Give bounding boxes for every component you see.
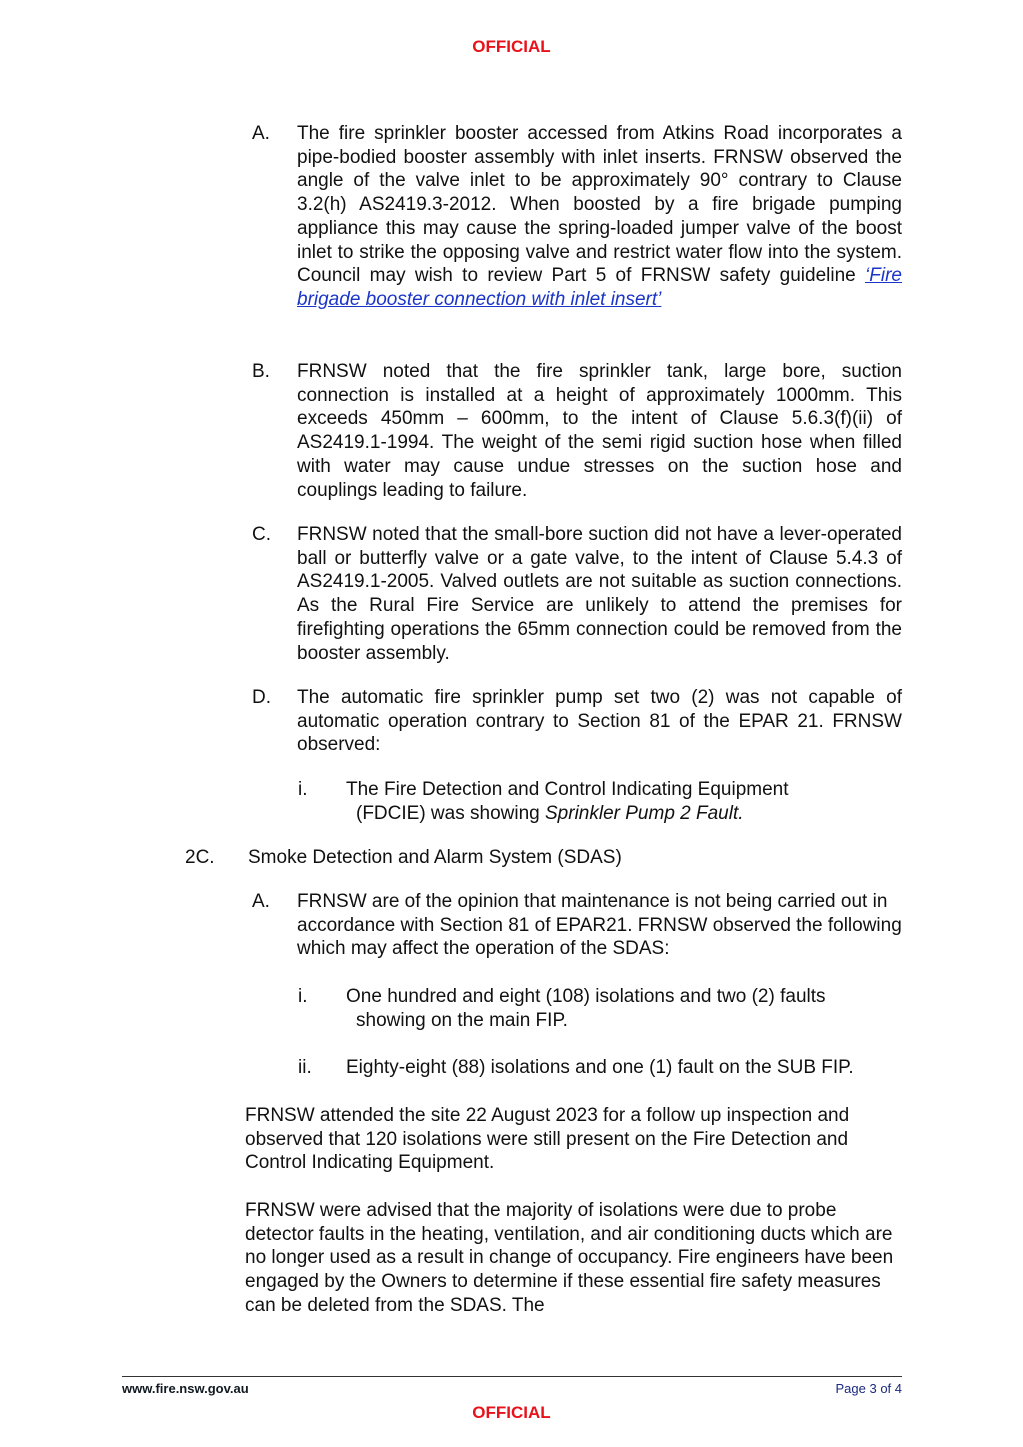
section-number: 2C.: [185, 847, 215, 868]
sub-item-number: ii.: [298, 1057, 312, 1078]
sub-item-line2-text: (FDCIE) was showing: [356, 802, 545, 824]
item-a-text: The fire sprinkler booster accessed from Atkins Road incorporates a pipe-bodied booster assembly with inlet inserts. FRNSW observed the angle of the valve inlet to be approximately 90° contrary to Clause 3.2(h) AS2419.3-2012. When boosted by a fire brigade pumping appliance this may cause the spring-loaded jumper valve of the boost inlet to strike the opposing valve and restrict water flow into the system. Council may wish to review Part 5 of FRNSW safety guideline: [297, 123, 902, 287]
sub-item-line2: showing on the main FIP.: [356, 1009, 568, 1031]
fault-label: Sprinkler Pump 2 Fault.: [545, 802, 744, 824]
sub-item-line1: The Fire Detection and Control Indicating Equipment: [346, 779, 789, 800]
sub-item-text: [346, 985, 902, 1032]
list-item-text: [297, 122, 902, 312]
guideline-link[interactable]: ‘Fire brigade booster connection with inlet insert’: [297, 265, 902, 310]
sub-item-line1: One hundred and eight (108) isolations and two (2) faults: [346, 986, 826, 1007]
list-item-letter: D.: [252, 687, 271, 708]
paragraph-follow-up: FRNSW attended the site 22 August 2023 for a follow up inspection and observed that 120 isolations were still present on the Fire Detection and Control Indicating Equipment.: [245, 1105, 850, 1174]
sub-item-number: i.: [298, 779, 308, 800]
list-item-text: FRNSW are of the opinion that maintenance is not being carried out in accordance with Section 81 of EPAR21. FRNSW observed the following which may affect the operation of the SDAS:: [297, 891, 902, 960]
page-number: Page 3 of 4: [835, 1381, 902, 1396]
footer-divider: [122, 1376, 902, 1377]
list-item-letter: B.: [252, 361, 270, 382]
list-item-text: FRNSW noted that the small-bore suction did not have a lever-operated ball or butterfly valve or a gate valve, to the intent of Clause 5.4.3 of AS2419.1-2005. Valved outlets are not suitable as suction connections. As the Rural Fire Service are unlikely to attend the premises for firefighting operations the 65mm connection could be removed from the booster assembly.: [297, 524, 902, 664]
list-item-letter: C.: [252, 524, 271, 545]
footer-classification: OFFICIAL: [472, 1403, 551, 1422]
list-item-letter: A.: [252, 891, 270, 912]
sub-item-line2: [346, 802, 902, 826]
footer-website[interactable]: www.fire.nsw.gov.au: [122, 1381, 249, 1396]
list-item-text: The automatic fire sprinkler pump set two (2) was not capable of automatic operation contrary to Section 81 of the EPAR 21. FRNSW observed:: [297, 687, 902, 756]
sub-item-text: [346, 778, 902, 825]
header-classification: OFFICIAL: [472, 37, 551, 56]
list-item-text: FRNSW noted that the fire sprinkler tank, large bore, suction connection is installed at a height of approximately 1000mm. This exceeds 450mm – 600mm, to the intent of Clause 5.6.3(f)(ii) of AS2419.1-1994. The weight of the semi rigid suction hose when filled with water may cause undue stresses on the suction hose and couplings leading to failure.: [297, 361, 902, 501]
sub-item-text: Eighty-eight (88) isolations and one (1) fault on the SUB FIP.: [346, 1057, 854, 1078]
sub-item-number: i.: [298, 986, 308, 1007]
section-title: Smoke Detection and Alarm System (SDAS): [248, 847, 622, 868]
paragraph-isolations: FRNSW were advised that the majority of isolations were due to probe detector faults in the heating, ventilation, and air conditioning ducts which are no longer used as a result in change of occupancy. Fire engineers have been engaged by the Owners to determine if these essential fire safety measures can be deleted from the SDAS. The: [245, 1200, 894, 1316]
list-item-letter: A.: [252, 123, 270, 144]
